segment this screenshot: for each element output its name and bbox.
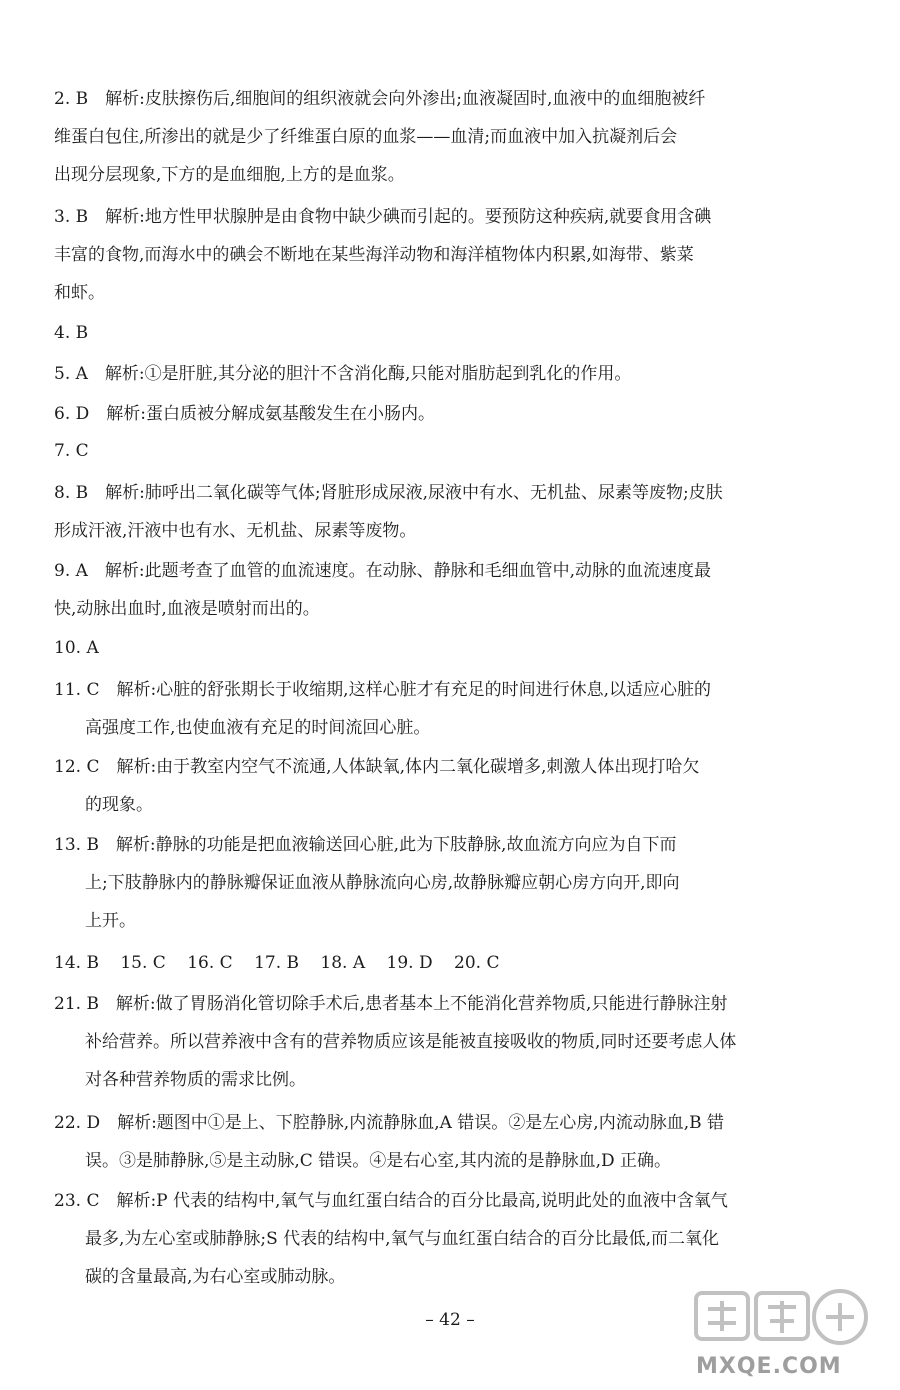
answer-item-22	[54, 1104, 854, 1180]
answer-line: 误。③是肺静脉,⑤是主动脉,C 错误。④是右心室,其内流的是静脉血,D 正确。	[85, 1151, 672, 1171]
answer-line: 最多,为左心室或肺静脉;S 代表的结构中,氧气与血红蛋白结合的百分比最低,而二氧化	[85, 1229, 719, 1249]
answer-line: 7. C	[54, 441, 89, 461]
answer-line: 出现分层现象,下方的是血细胞,上方的是血浆。	[54, 165, 405, 185]
answer-line: 12. C 解析:由于教室内空气不流通,人体缺氧,体内二氧化碳增多,刺激人体出现打哈欠	[54, 757, 700, 777]
answer-line: 对各种营养物质的需求比例。	[85, 1070, 306, 1090]
answer-19: 19. D	[386, 953, 433, 973]
answer-item-10	[54, 629, 854, 667]
answer-line: 快,动脉出血时,血液是喷射而出的。	[54, 599, 320, 619]
answer-line: 上开。	[85, 911, 136, 931]
answer-item-8	[54, 474, 854, 550]
answer-line: 补给营养。所以营养液中含有的营养物质应该是能被直接吸收的物质,同时还要考虑人体	[85, 1032, 737, 1052]
answer-line: 高强度工作,也使血液有充足的时间流回心脏。	[85, 718, 431, 738]
answer-line: 2. B 解析:皮肤擦伤后,细胞间的组织液就会向外渗出;血液凝固时,血液中的血细胞被纤	[54, 89, 706, 109]
answer-14: 14. B	[54, 953, 99, 973]
answer-item-5	[54, 355, 854, 393]
answer-line: 22. D 解析:题图中①是上、下腔静脉,内流静脉血,A 错误。②是左心房,内流动脉血,B 错	[54, 1113, 724, 1133]
answer-line: 维蛋白包住,所渗出的就是少了纤维蛋白原的血浆——血清;而血液中加入抗凝剂后会	[54, 127, 678, 147]
answer-20: 20. C	[454, 953, 500, 973]
answer-line: 10. A	[54, 638, 99, 658]
answer-item-2	[54, 80, 854, 194]
answer-18: 18. A	[320, 953, 366, 973]
answer-line: 5. A 解析:①是肝脏,其分泌的胆汁不含消化酶,只能对脂肪起到乳化的作用。	[54, 364, 632, 384]
answer-line: 11. C 解析:心脏的舒张期长于收缩期,这样心脏才有充足的时间进行休息,以适应心脏的	[54, 680, 711, 700]
answer-item-13	[54, 826, 854, 940]
answer-line: 9. A 解析:此题考查了血管的血流速度。在动脉、静脉和毛细血管中,动脉的血流速度最	[54, 561, 712, 581]
answer-item-6	[54, 395, 854, 433]
answer-line: 4. B	[54, 323, 89, 343]
watermark-text: MXQE.COM	[696, 1354, 842, 1379]
answer-line: 3. B 解析:地方性甲状腺肿是由食物中缺少碘而引起的。要预防这种疾病,就要食用含碘	[54, 207, 712, 227]
answer-17: 17. B	[254, 953, 299, 973]
answer-line: 13. B 解析:静脉的功能是把血液输送回心脏,此为下肢静脉,故血流方向应为自下而	[54, 835, 677, 855]
answer-item-12	[54, 748, 854, 824]
answer-16: 16. C	[187, 953, 233, 973]
answer-item-7	[54, 432, 854, 470]
answer-line: 23. C 解析:P 代表的结构中,氧气与血红蛋白结合的百分比最高,说明此处的血液中含氧气	[54, 1191, 728, 1211]
answer-item-11	[54, 671, 854, 747]
answer-line: 6. D 解析:蛋白质被分解成氨基酸发生在小肠内。	[54, 404, 435, 424]
answer-line: 和虾。	[54, 283, 105, 303]
answer-line: 的现象。	[85, 795, 153, 815]
answer-line: 丰富的食物,而海水中的碘会不断地在某些海洋动物和海洋植物体内积累,如海带、紫菜	[54, 245, 694, 265]
answer-item-21	[54, 985, 854, 1099]
answer-line: 形成汗液,汗液中也有水、无机盐、尿素等废物。	[54, 521, 417, 541]
answer-item-9	[54, 552, 854, 628]
watermark-logo	[688, 1287, 888, 1382]
page-number: – 42 –	[425, 1310, 475, 1330]
answer-line: 上;下肢静脉内的静脉瓣保证血液从静脉流向心房,故静脉瓣应朝心房方向开,即向	[85, 873, 680, 893]
answer-line: 碳的含量最高,为右心室或肺动脉。	[85, 1267, 346, 1287]
answer-line: 8. B 解析:肺呼出二氧化碳等气体;肾脏形成尿液,尿液中有水、无机盐、尿素等废物;皮肤	[54, 483, 723, 503]
answer-item-3	[54, 198, 854, 312]
answer-items-14-20	[54, 944, 854, 982]
answer-item-4	[54, 314, 854, 352]
answer-line: 21. B 解析:做了胃肠消化管切除手术后,患者基本上不能消化营养物质,只能进行静脉注射	[54, 994, 728, 1014]
answer-15: 15. C	[120, 953, 166, 973]
answer-item-23	[54, 1182, 854, 1296]
